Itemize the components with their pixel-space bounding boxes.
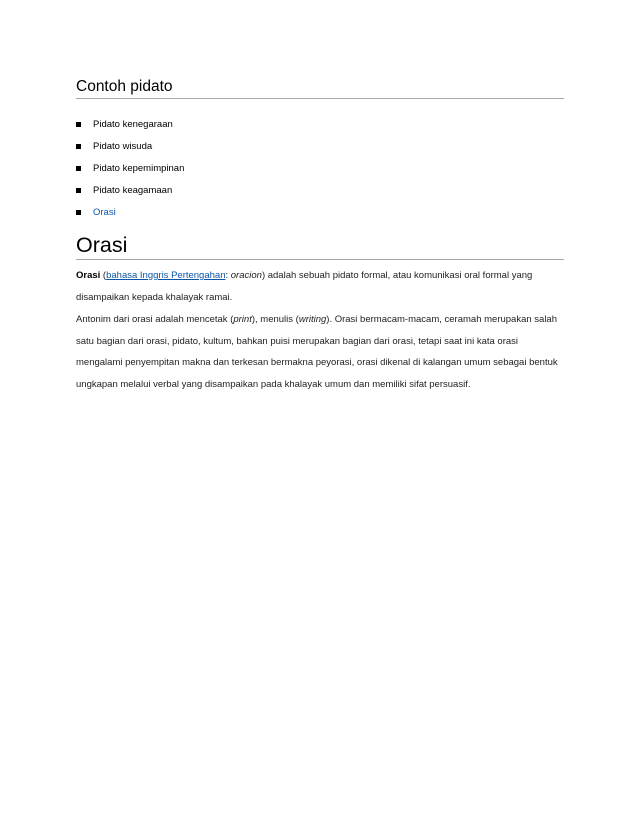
list-item <box>76 118 184 140</box>
text-span: : <box>225 270 231 281</box>
italic-word-writing: writing <box>298 314 327 325</box>
italic-word-print: print <box>233 314 252 325</box>
list-item <box>76 184 184 206</box>
bahasa-inggris-pertengahan-link[interactable]: bahasa Inggris Pertengahan <box>106 270 226 281</box>
list-item-orasi-link[interactable] <box>76 206 184 228</box>
text-span: ). Orasi bermacam-macam, ceramah merupakan salah satu bagian dari orasi, pidato, kultum, bahkan puisi merupakan bagian dari orasi, tetapi saat ini kata orasi mengalami penyempitan makna dan terkesan bermakna peyorasi, orasi dikenal di kalangan umum sebagai bentuk ungkapan melalui verbal yang disampaikan pada khalayak umum dan memiliki sifat persuasif. <box>76 314 558 390</box>
orasi-antonym-paragraph <box>76 309 566 395</box>
origin-word: oracion <box>230 270 262 281</box>
list-item-label: Pidato keagamaan <box>93 185 173 196</box>
orasi-term: Orasi <box>76 270 101 281</box>
square-bullet-icon <box>76 166 81 171</box>
orasi-link[interactable]: Orasi <box>93 207 116 218</box>
list-item-label: Pidato kepemimpinan <box>93 163 185 174</box>
list-item <box>76 140 184 162</box>
text-span: ( <box>100 270 107 281</box>
orasi-definition-paragraph <box>76 265 566 308</box>
square-bullet-icon <box>76 122 81 127</box>
text-span: ), menulis ( <box>251 314 299 325</box>
square-bullet-icon <box>76 210 81 215</box>
section-heading-orasi: Orasi <box>76 233 564 260</box>
square-bullet-icon <box>76 144 81 149</box>
list-item <box>76 162 184 184</box>
contoh-pidato-list <box>76 118 184 228</box>
list-item-label: Pidato wisuda <box>93 141 153 152</box>
square-bullet-icon <box>76 188 81 193</box>
list-item-label: Pidato kenegaraan <box>93 119 173 130</box>
text-span: ) adalah sebuah pidato formal, atau komunikasi oral formal yang disampaikan kepada khalayak ramai. <box>76 270 533 303</box>
section-heading-contoh-pidato: Contoh pidato <box>76 78 564 99</box>
text-span: Antonim dari orasi adalah mencetak ( <box>76 314 234 325</box>
